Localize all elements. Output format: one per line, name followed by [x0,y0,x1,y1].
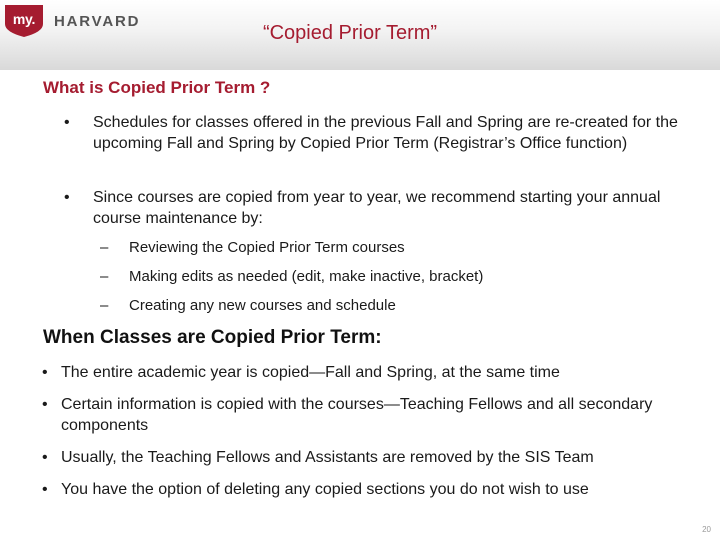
section2-bullet-text: You have the option of deleting any copied sections you do not wish to use [61,481,589,498]
section1-bullet-text: Since courses are copied from year to year, we recommend starting your annual course maintenance by: [93,189,661,227]
bullet-marker: • [42,481,48,498]
bullet-marker: • [64,189,70,206]
bullet-marker: • [42,449,48,466]
section1-bullet-text: Schedules for classes offered in the previous Fall and Spring are re-created for the upcoming Fall and Spring by Copied Prior Term (Registrar’s Office function) [93,114,678,152]
section2-heading: When Classes are Copied Prior Term: [43,327,382,348]
logo-badge-text: my. [12,11,36,27]
dash-marker: – [100,268,109,285]
bullet-marker: • [42,364,48,381]
slide-header [0,0,720,70]
slide-title: “Copied Prior Term” [262,22,438,44]
logo-wordmark: HARVARD [54,12,141,30]
subbullet-text: Creating any new courses and schedule [129,297,396,314]
bullet-marker: • [42,396,48,413]
page-number: 20 [702,525,711,534]
section2-bullet-text: Usually, the Teaching Fellows and Assistants are removed by the SIS Team [61,449,594,466]
subbullet-text: Reviewing the Copied Prior Term courses [129,239,405,256]
section2-bullet-text: Certain information is copied with the courses—Teaching Fellows and all secondary components [61,396,653,434]
section1-heading: What is Copied Prior Term ? [43,78,271,97]
dash-marker: – [100,239,109,256]
bullet-marker: • [64,114,70,131]
section2-bullet-text: The entire academic year is copied—Fall and Spring, at the same time [61,364,560,381]
dash-marker: – [100,297,109,314]
subbullet-text: Making edits as needed (edit, make inactive, bracket) [129,268,484,285]
